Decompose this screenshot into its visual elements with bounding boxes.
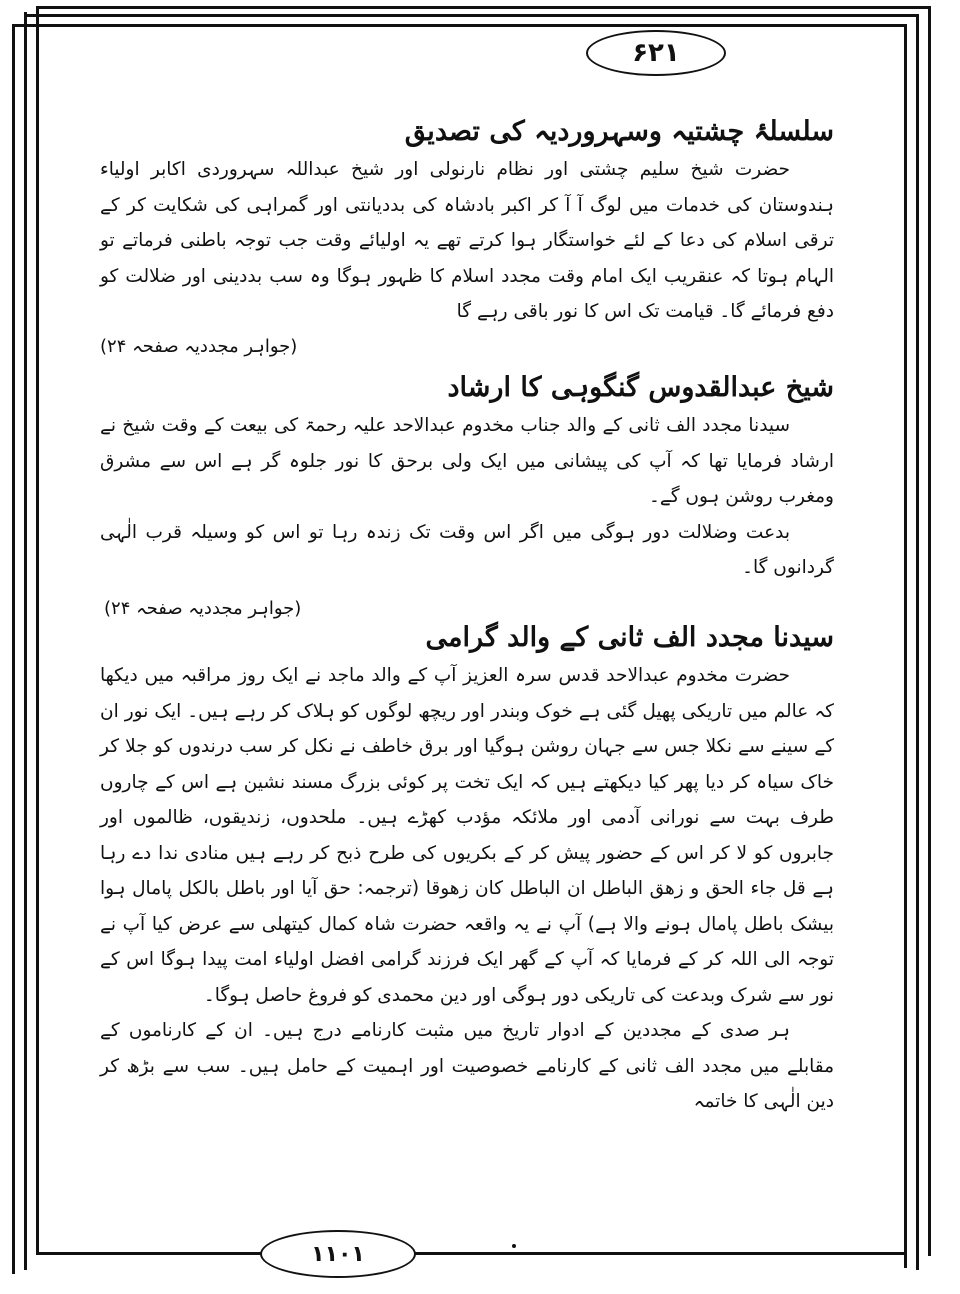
section-2-paragraph-2: بدعت وضلالت دور ہوگی میں اگر اس وقت تک زندہ رہا تو اس کو وسیلہ قرب الٰہی گردانوں گا۔ [100, 521, 834, 578]
section-2-paragraph-1: سیدنا مجدد الف ثانی کے والد جناب مخدوم عبدالاحد علیہ رحمۃ کی بیعت کے وقت شیخ نے ارشاد فرمایا تھا کہ آپ کی پیشانی میں ایک ولی برحق کا نور جلوہ گر ہے اس سے مشرق ومغرب روشن ہوں گے۔ [100, 415, 834, 507]
frame-top-outer [36, 6, 931, 9]
frame-left-inner [36, 6, 39, 1254]
frame-top-inner [24, 14, 919, 17]
section-3-paragraph-1: حضرت مخدوم عبدالاحد قدس سرہ العزیز آپ کے والد ماجد نے ایک روز مراقبہ میں دیکھا کہ عالم میں تاریکی پھیل گئی ہے خوک وبندر اور ریچھ لوگوں کو ہلاک کر رہے ہیں۔ ایک نور ان کے سینے سے نکلا جس سے جہان روشن ہوگیا اور برق خاطف نے نکل کر سب درندوں کو جلا کر خاک سیاہ کر دیا پھر کیا دیکھتے ہیں کہ ایک تخت پر کوئی بزرگ مسند نشین ہے اس کے چاروں طرف بہت سے نورانی آدمی اور ملائکہ مؤدب کھڑے ہیں۔ ملحدوں، زندیقوں، ظالموں اور جابروں کو لا کر اس کے حضور پیش کر کے بکریوں کی طرح ذبح کر رہے ہیں منادی ندا دے رہا ہے قل جاء الحق و زھق الباطل ان الباطل کان زھوقا (ترجمہ: حق آیا اور باطل بالکل پامال ہوا بیشک باطل پامال ہونے والا ہے) آپ نے یہ واقعہ حضرت شاہ کمال کیتھلی سے عرض کیا آپ نے توجہ الی اللہ کر کے فرمایا کہ آپ کے گھر ایک فرزند گرامی افضل اولیاء امت پیدا ہوگا اس کے نور سے شرک وبدعت کی تاریکی دور ہوگی اور دین محمدی کو فروغ حاصل ہوگا۔ [100, 665, 834, 1006]
top-page-number-text: ۶۲۱ [632, 38, 680, 68]
frame-right-inner [904, 24, 907, 1268]
section-3-paragraph-2: ہر صدی کے مجددین کے ادوار تاریخ میں مثبت کارنامے درج ہیں۔ ان کے کارناموں کے مقابلے میں مجدد الف ثانی کے کارنامے خصوصیت اور اہمیت کے حامل ہیں۔ سب سے بڑھ کر دین الٰہی کا خاتمہ [100, 1020, 834, 1112]
top-page-number [586, 30, 726, 76]
section-2-heading: شیخ عبدالقدوس گنگوہی کا ارشاد [447, 372, 834, 403]
section-1-heading: سلسلۂ چشتیہ وسہروردیہ کی تصدیق [404, 116, 834, 147]
frame-right-middle [916, 14, 919, 1270]
bottom-page-number [260, 1230, 416, 1278]
section-2 [100, 368, 834, 626]
section-1-paragraph-1: حضرت شیخ سلیم چشتی اور نظام نارنولی اور شیخ عبداللہ سہروردی اکابر اولیاء ہندوستان کی خدمات میں لوگ آ آ کر اکبر بادشاہ کی بددیانتی اور گمراہی کی شکایت کر کے ترقی اسلام کی دعا کے لئے خواستگار ہوا کرتے تھے یہ اولیائے وقت جب توجہ باطنی فرماتے تو الہام ہوتا کہ عنقریب ایک امام وقت مجدد اسلام کا ظہور ہوگا وہ سب بددینی اور ضلالت کو دفع فرمائے گا۔ قیامت تک اس کا نور باقی رہے گا [100, 159, 834, 322]
bottom-page-number-text: ۱۱۰۱ [311, 1241, 365, 1267]
section-2-reference: (جواہر مجددیہ صفحہ ۲۴) [104, 597, 302, 619]
section-1 [100, 112, 834, 364]
frame-bottom-rule [36, 1252, 907, 1255]
frame-left-outer [12, 24, 15, 1274]
frame-left-middle [24, 12, 27, 1270]
section-3-heading: سیدنا مجدد الف ثانی کے والد گرامی [425, 622, 834, 653]
section-3 [100, 618, 834, 1120]
frame-right-outer [928, 6, 931, 1256]
frame-top-innermost [12, 24, 907, 27]
section-1-reference: (جواہر مجددیہ صفحہ ۲۴) [100, 335, 298, 357]
print-dot [512, 1244, 516, 1248]
